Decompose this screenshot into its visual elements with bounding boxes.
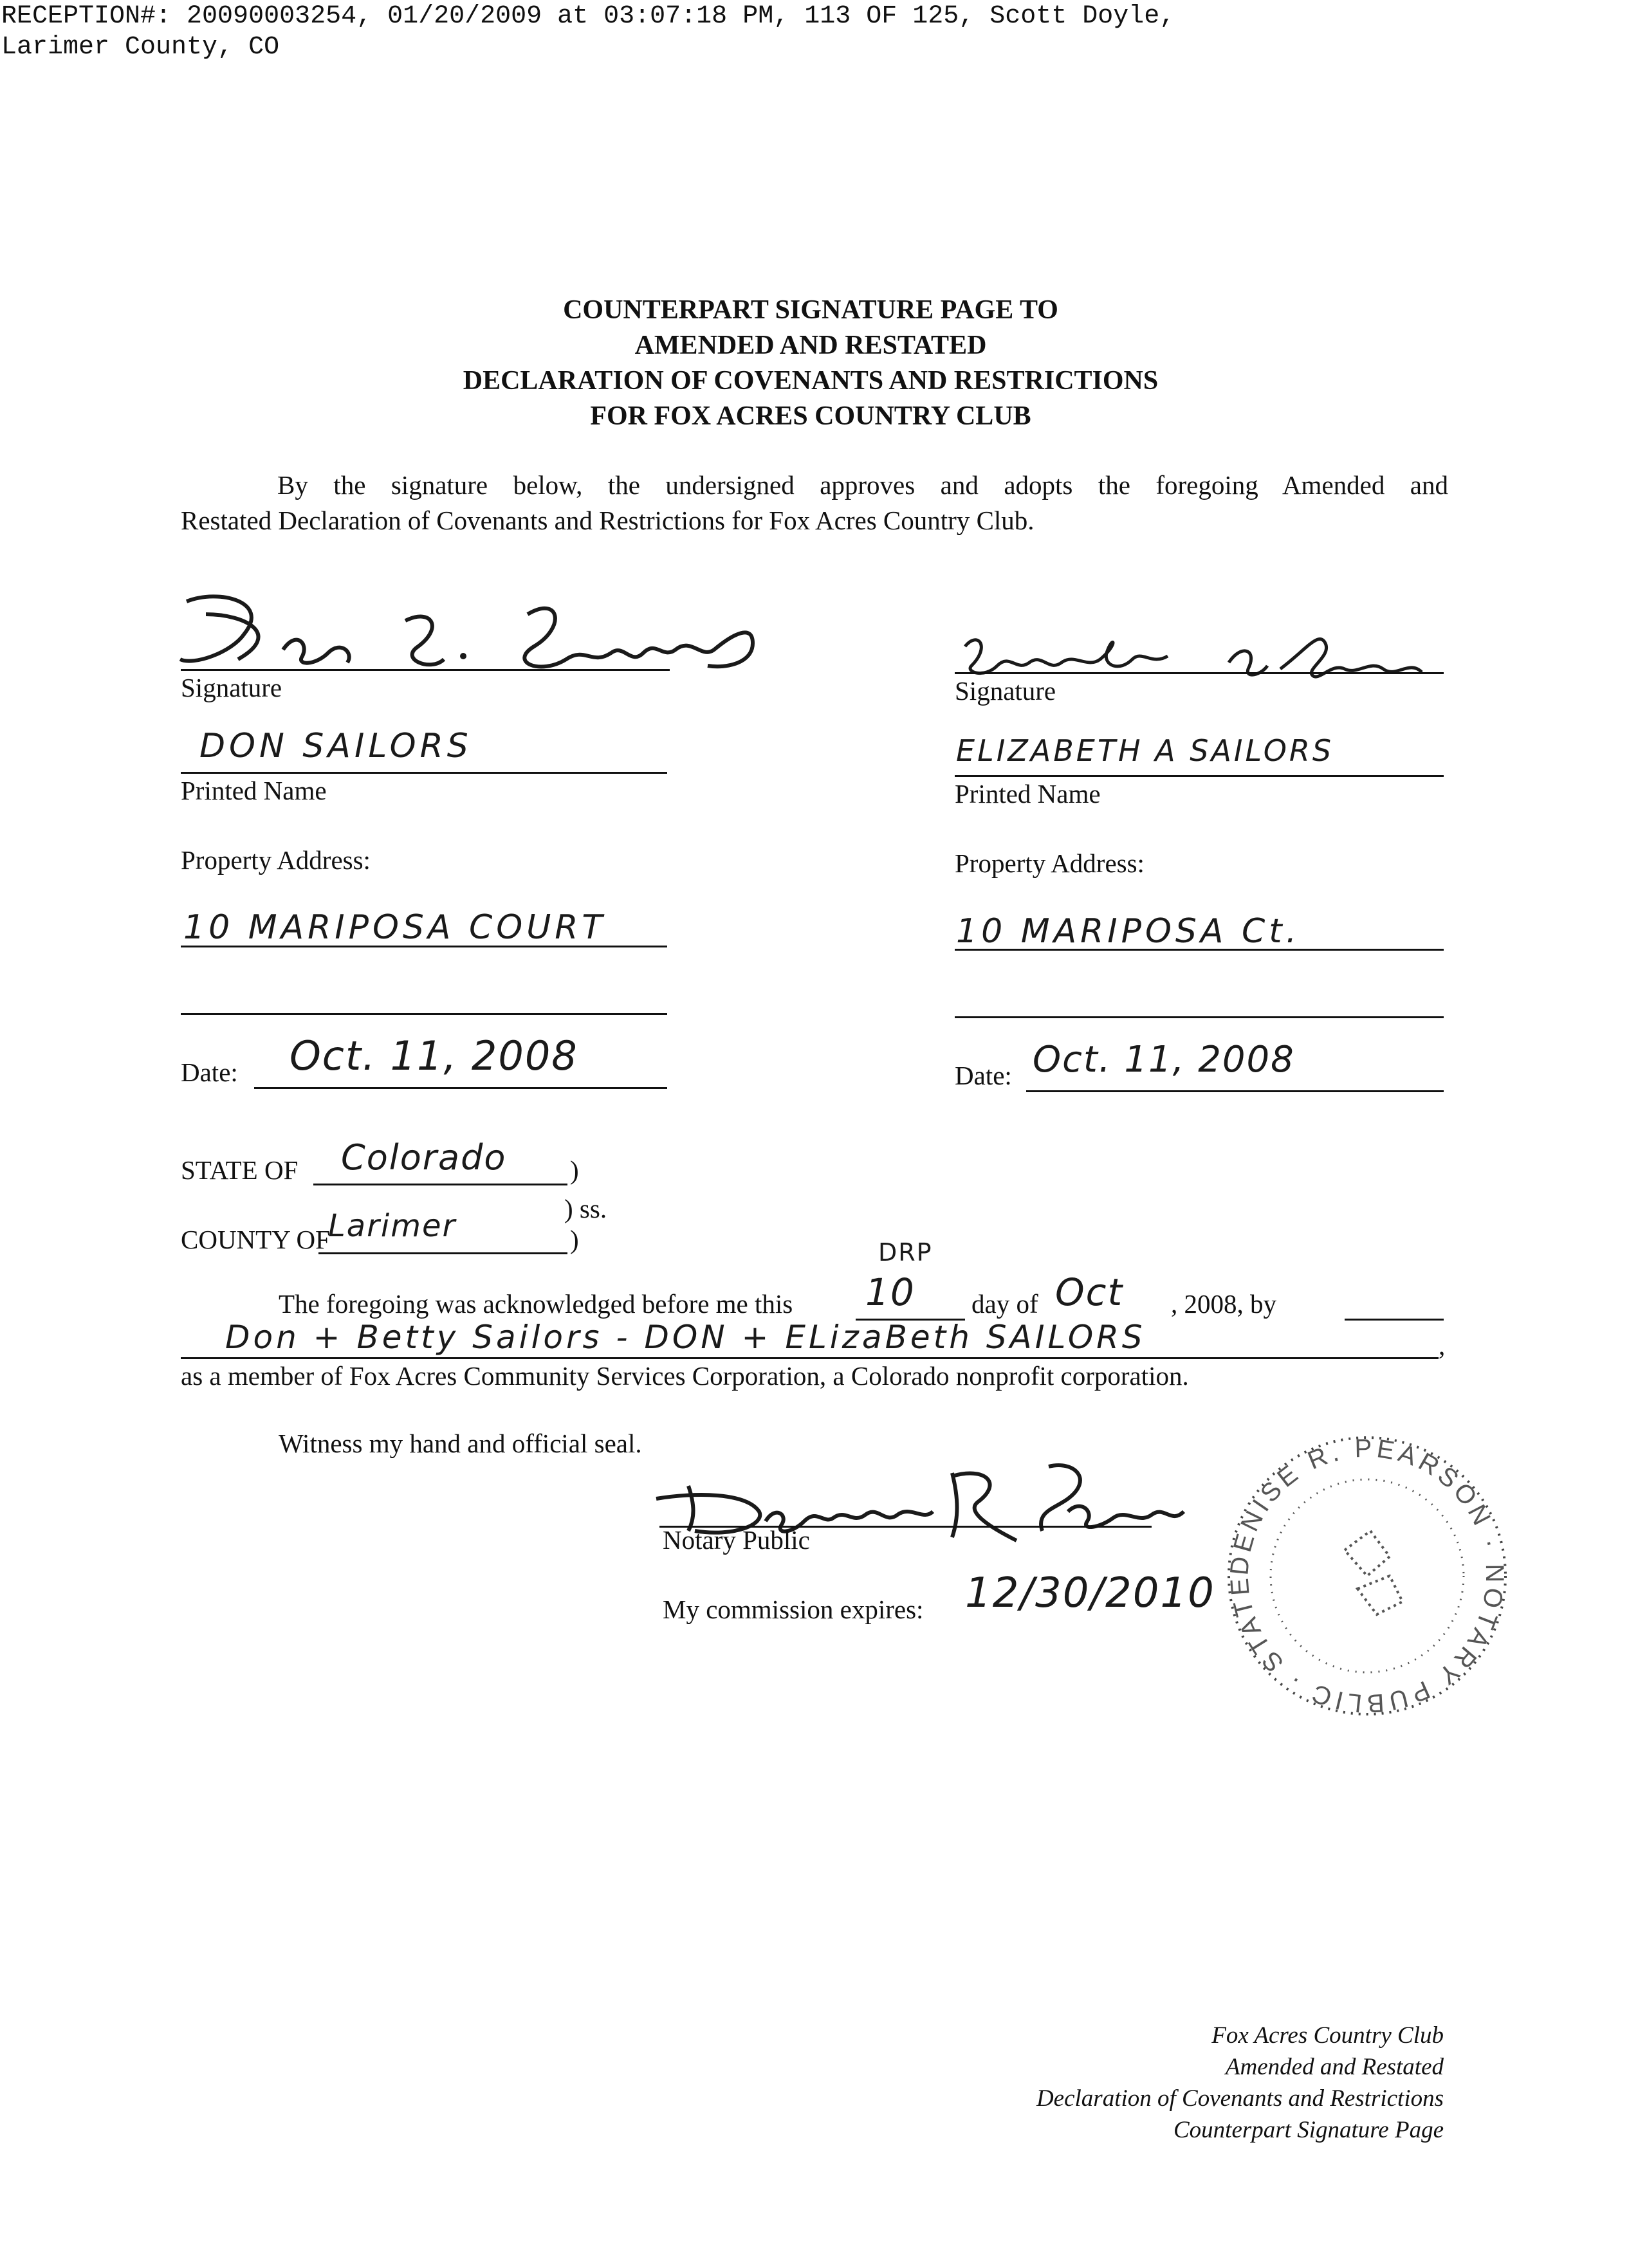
left-date-value: Oct. 11, 2008 [290, 1032, 578, 1079]
left-address-value: 10 MARIPOSA COURT [183, 908, 607, 947]
right-signature-label: Signature [955, 676, 1056, 706]
state-paren: ) [570, 1155, 579, 1185]
right-printed-name-label: Printed Name [955, 779, 1101, 809]
commission-expires-label: My commission expires: [663, 1595, 924, 1624]
county-of-value: Larimer [328, 1208, 457, 1244]
title-line-2: AMENDED AND RESTATED [634, 331, 987, 360]
ss-label: ) ss. [564, 1194, 607, 1223]
recording-header [1, 1, 1175, 63]
left-printed-name-value: DON SAILORS [199, 727, 472, 765]
right-property-label: Property Address: [955, 848, 1145, 878]
right-address-value: 10 MARIPOSA Ct. [956, 912, 1301, 951]
state-of-label: STATE OF [181, 1155, 299, 1185]
state-of-value: Colorado [341, 1137, 507, 1178]
left-signature-label: Signature [181, 673, 282, 702]
ack-comma: , [1439, 1331, 1446, 1360]
footer-block [1036, 2020, 1444, 2146]
title-line-4: FOR FOX ACRES COUNTRY CLUB [590, 401, 1031, 431]
ack-month-value: Oct [1055, 1270, 1124, 1314]
intro-line-1: By the signature below, the undersigned approves and adopts the foregoing Amended and [277, 470, 1448, 500]
right-date-label: Date: [955, 1061, 1012, 1090]
title-line-3: DECLARATION OF COVENANTS AND RESTRICTIONS [463, 366, 1159, 396]
footer-line-4: Counterpart Signature Page [1173, 2117, 1444, 2143]
ack-member-line: as a member of Fox Acres Community Services Corporation, a Colorado nonprofit corporation. [181, 1361, 1189, 1391]
ack-day-of-label: day of [971, 1289, 1038, 1319]
ack-text-prefix: The foregoing was acknowledged before me this [279, 1289, 793, 1319]
left-property-label: Property Address: [181, 845, 371, 875]
notary-seal [1197, 1405, 1525, 1724]
ack-names-value: Don + Betty Sailors - DON + ELizaBeth SAILORS [225, 1319, 1146, 1356]
footer-line-3: Declaration of Covenants and Restrictions [1036, 2085, 1444, 2112]
title-line-1: COUNTERPART SIGNATURE PAGE TO [563, 295, 1058, 325]
left-printed-name-label: Printed Name [181, 776, 327, 805]
right-printed-name-value: ELIZABETH A SAILORS [956, 733, 1334, 768]
county-paren: ) [570, 1225, 579, 1254]
notary-public-label: Notary Public [663, 1525, 810, 1555]
footer-line-2: Amended and Restated [1225, 2054, 1444, 2080]
left-date-label: Date: [181, 1057, 238, 1087]
ack-year-by-label: , 2008, by [1171, 1289, 1276, 1319]
commission-date-value: 12/30/2010 [965, 1569, 1215, 1617]
svg-text:DENISE R. PEARSON · NOTARY PUB: DENISE R. PEARSON · NOTARY PUBLIC · STATE OF COLORADO · [1197, 1405, 1509, 1718]
ack-day-initials: DRP [878, 1238, 933, 1267]
county-of-label: COUNTY OF [181, 1225, 330, 1254]
footer-line-1: Fox Acres Country Club [1211, 2022, 1444, 2049]
recording-line-1: RECEPTION#: 20090003254, 01/20/2009 at 03:07:18 PM, 113 OF 125, Scott Doyle, [1, 2, 1175, 31]
ack-day-value: 10 [865, 1270, 916, 1314]
witness-line: Witness my hand and official seal. [279, 1429, 642, 1458]
recording-line-2: Larimer County, CO [1, 33, 280, 62]
document-title [309, 293, 1312, 434]
intro-paragraph [181, 468, 1448, 538]
right-date-value: Oct. 11, 2008 [1033, 1039, 1295, 1081]
intro-line-2: Restated Declaration of Covenants and Restrictions for Fox Acres Country Club. [181, 506, 1035, 535]
